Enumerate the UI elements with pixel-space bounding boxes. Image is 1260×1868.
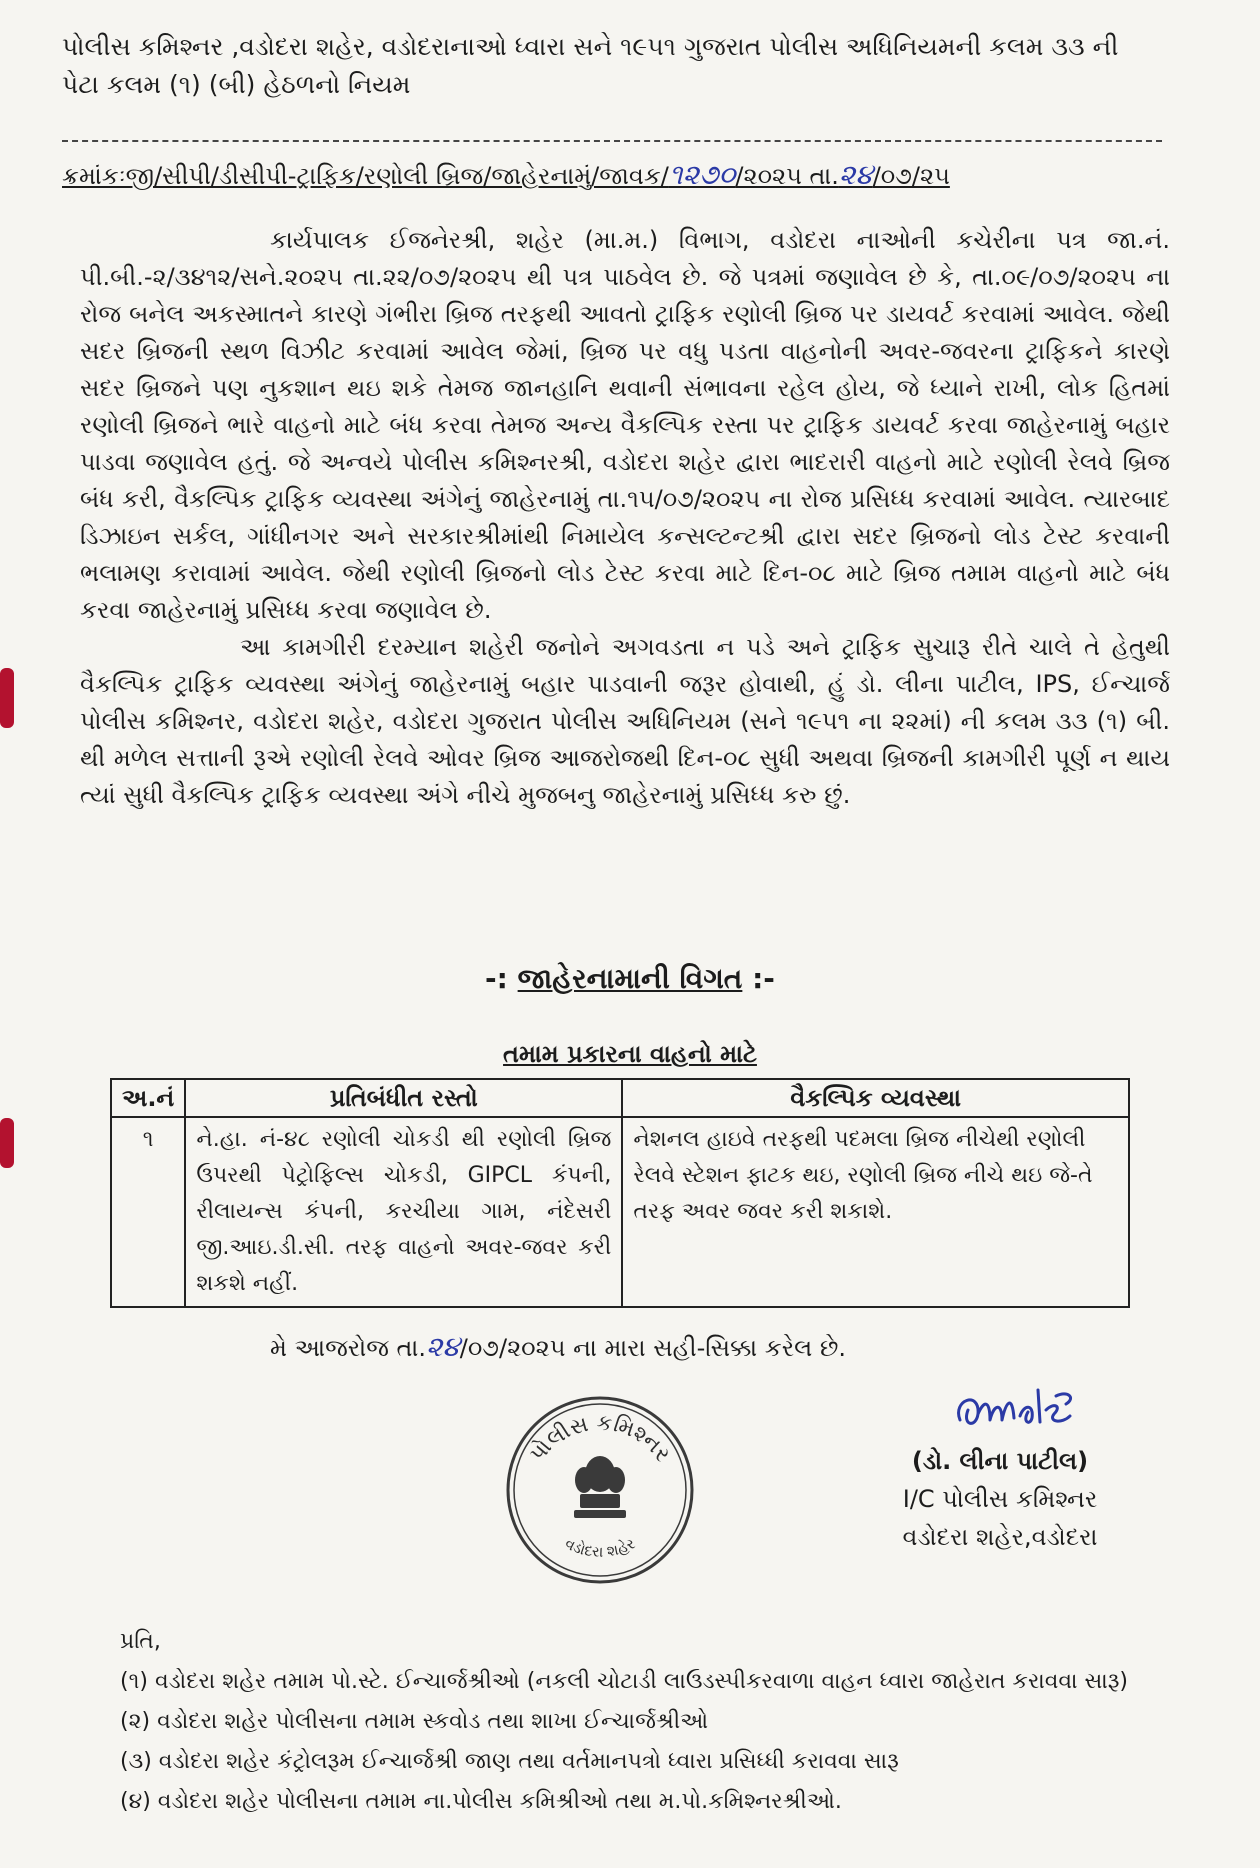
table-header-row [111,1079,1129,1117]
row-serial: ૧ [111,1117,185,1307]
table-row [111,1117,1129,1307]
state-emblem-icon [574,1456,626,1518]
dashed-divider [62,140,1162,142]
handwritten-outward-number: ૧૨૭૦ [668,158,736,191]
body-paragraph-1: કાર્યપાલક ઈજનેરશ્રી, શહેર (મા.મ.) વિભાગ, વડોદરા નાઓની કચેરીના પત્ર જા.નં. પી.બી.-૨/૩૪૧૨/સને.૨૦૨૫ તા.૨૨/૦૭/૨૦૨૫ થી પત્ર પાઠવેલ છે. જે પત્રમાં જણાવેલ છે કે, તા.૦૯/૦૭/૨૦૨૫ ના રોજ બનેલ અકસ્માતને કારણે ગંભીરા બ્રિજ તરફથી આવતો ટ્રાફિક રણોલી બ્રિજ પર ડાયવર્ટ કરવામાં આવેલ. જેથી સદર બ્રિજની સ્થળ વિઝીટ કરવામાં આવેલ જેમાં, બ્રિજ પર વધુ પડતા વાહનોની અવર-જવરના ટ્રાફિકને કારણે સદર બ્રિજને પણ નુકશાન થઇ શકે તેમજ જાનહાનિ થવાની સંભાવના રહેલ હોય, જે ધ્યાને રાખી, લોક હિતમાં રણોલી બ્રિજને ભારે વાહનો માટે બંધ કરવા તેમજ અન્ય વૈકલ્પિક રસ્તા પર ટ્રાફિક ડાયવર્ટ કરવા જાહેરનામું બહાર પાડવા જણાવેલ હતું. જે અન્વયે પોલીસ કમિશ્નરશ્રી, વડોદરા શહેર દ્વારા ભાદરારી વાહનો માટે રણોલી રેલવે બ્રિજ બંધ કરી, વૈકલ્પિક ટ્રાફિક વ્યવસ્થા અંગેનું જાહેરનામું તા.૧૫/૦૭/૨૦૨૫ ના રોજ પ્રસિધ્ધ કરવામાં આવેલ. ત્યારબાદ ડિઝાઇન સર્કલ, ગાંધીનગર અને સરકારશ્રીમાંથી નિમાયેલ કન્સલ્ટન્ટશ્રી દ્વારા સદર બ્રિજનો લોડ ટેસ્ટ કરવાની ભલામણ કરાવામાં આવેલ. જેથી રણોલી બ્રિજનો લોડ ટેસ્ટ કરવા માટે દિન-૦૮ માટે બ્રિજ તમામ વાહનો માટે બંધ કરવા જાહેરનામું પ્રસિધ્ધ કરવા જણાવેલ છે. [80,226,1170,624]
declaration-suffix: /૦૭/૨૦૨૫ ના મારા સહી-સિક્કા કરેલ છે. [459,1334,847,1362]
notice-body [80,222,1170,814]
header-alternative-arrangement: વૈકલ્પિક વ્યવસ્થા [622,1079,1129,1117]
declaration-line [270,1330,846,1364]
section-title-left: -: [485,962,518,995]
signatory-designation: I/C પોલીસ કમિશ્નર [902,1485,1098,1513]
list-item: (૪) વડોદરા શહેર પોલીસના તમામ ના.પોલીસ કમિશ્રીઓ તથા મ.પો.કમિશ્નરશ્રીઓ. [120,1789,842,1814]
signatory-office: વડોદરા શહેર,વડોદરા [902,1523,1098,1551]
handwritten-signature [950,1380,1090,1440]
binding-tag-mark [0,668,14,728]
row-restricted-road: ને.હા. નં-૪૮ રણોલી ચોકડી થી રણોલી બ્રિજ ઉપરથી પેટ્રોફિલ્સ ચોકડી, GIPCL કંપની, રીલાયન્સ કંપની, કરચીયા ગામ, નંદેસરી જી.આઇ.ડી.સી. તરફ વાહનો અવર-જવર કરી શકશે નહીં. [185,1117,622,1307]
table-caption: તમામ પ્રકારના વાહનો માટે [503,1040,757,1068]
police-commissioner-seal [500,1390,700,1590]
handwritten-declaration-day: ૨૪ [425,1330,460,1363]
recipients-heading: પ્રતિ, [120,1629,161,1654]
list-item: (૩) વડોદરા શહેર કંટ્રોલરૂમ ઈન્ચાર્જશ્રી જાણ તથા વર્તમાનપત્રો ધ્વારા પ્રસિધ્ધી કરાવવા સારૂ [120,1749,899,1774]
section-title-right: :- [742,962,775,995]
header-serial: અ.નં [111,1079,185,1117]
header-line-2: પેટા કલમ (૧) (બી) હેઠળનો નિયમ [62,70,411,99]
list-item: (૧) વડોદરા શહેર તમામ પો.સ્ટે. ઈન્ચાર્જશ્રીઓ (નકલી ચોટાડી લાઉડસ્પીકરવાળા વાહન ધ્વારા જાહેરાત કરાવવા સારૂ) [120,1669,1129,1694]
reference-prefix: ક્રમાંકઃજી/સીપી/ડીસીપી-ટ્રાફિક/રણોલી બ્રિજ/જાહેરનામું/જાવક/ [62,162,669,190]
body-paragraph-2: આ કામગીરી દરમ્યાન શહેરી જનોને અગવડતા ન પડે અને ટ્રાફિક સુચારૂ રીતે ચાલે તે હેતુથી વૈકલ્પિક ટ્રાફિક વ્યવસ્થા અંગેનું જાહેરનામું બહાર પાડવાની જરૂર હોવાથી, હું ડો. લીના પાટીલ, IPS, ઈન્ચાર્જ પોલીસ કમિશ્નર, વડોદરા શહેર, વડોદરા ગુજરાત પોલીસ અધિનિયમ (સને ૧૯૫૧ ના ૨૨માં) ની કલમ ૩૩ (૧) બી. થી મળેલ સત્તાની રૂએ રણોલી રેલવે ઓવર બ્રિજ આજરોજથી દિન-૦૮ સુધી અથવા બ્રિજની કામગીરી પૂર્ણ ન થાય ત્યાં સુધી વૈકલ્પિક ટ્રાફિક વ્યવસ્થા અંગે નીચે મુજબનુ જાહેરનામું પ્રસિધ્ધ કરુ છું. [80,633,1170,809]
binding-tag-mark [0,1118,14,1168]
reference-suffix: /૦૭/૨૫ [872,162,950,190]
section-title [0,962,1260,996]
seal-top-text: પોલીસ કમિશ્નર [525,1410,676,1467]
section-title-main: જાહેરનામાની વિગત [517,962,743,995]
declaration-prefix: મે આજરોજ તા. [270,1334,426,1362]
header-restricted-road: પ્રતિબંધીત રસ્તો [185,1079,622,1117]
header-line-1: પોલીસ કમિશ્નર ,વડોદરા શહેર, વડોદરાનાઓ ધ્વારા સને ૧૯૫૧ ગુજરાત પોલીસ અધિનિયમની કલમ ૩૩ ની [62,32,1119,61]
seal-bottom-text: વડોદરા શહેર [561,1534,639,1561]
restriction-table [110,1078,1130,1308]
recipients-list [120,1622,1180,1822]
reference-number [62,158,1182,193]
list-item: (૨) વડોદરા શહેર પોલીસના તમામ સ્કવોડ તથા શાખા ઈન્ચાર્જશ્રીઓ [120,1709,709,1734]
reference-mid: /૨૦૨૫ તા. [735,162,839,190]
signatory-block [870,1442,1130,1556]
row-alternative-arrangement: નેશનલ હાઇવે તરફથી પદમલા બ્રિજ નીચેથી રણોલી રેલવે સ્ટેશન ફાટક થઇ, રણોલી બ્રિજ નીચે થઇ જે-તે તરફ અવર જવર કરી શકાશે. [622,1117,1129,1307]
signatory-name: (ડો. લીના પાટીલ) [911,1447,1089,1475]
handwritten-date-day: ૨૪ [838,158,873,191]
